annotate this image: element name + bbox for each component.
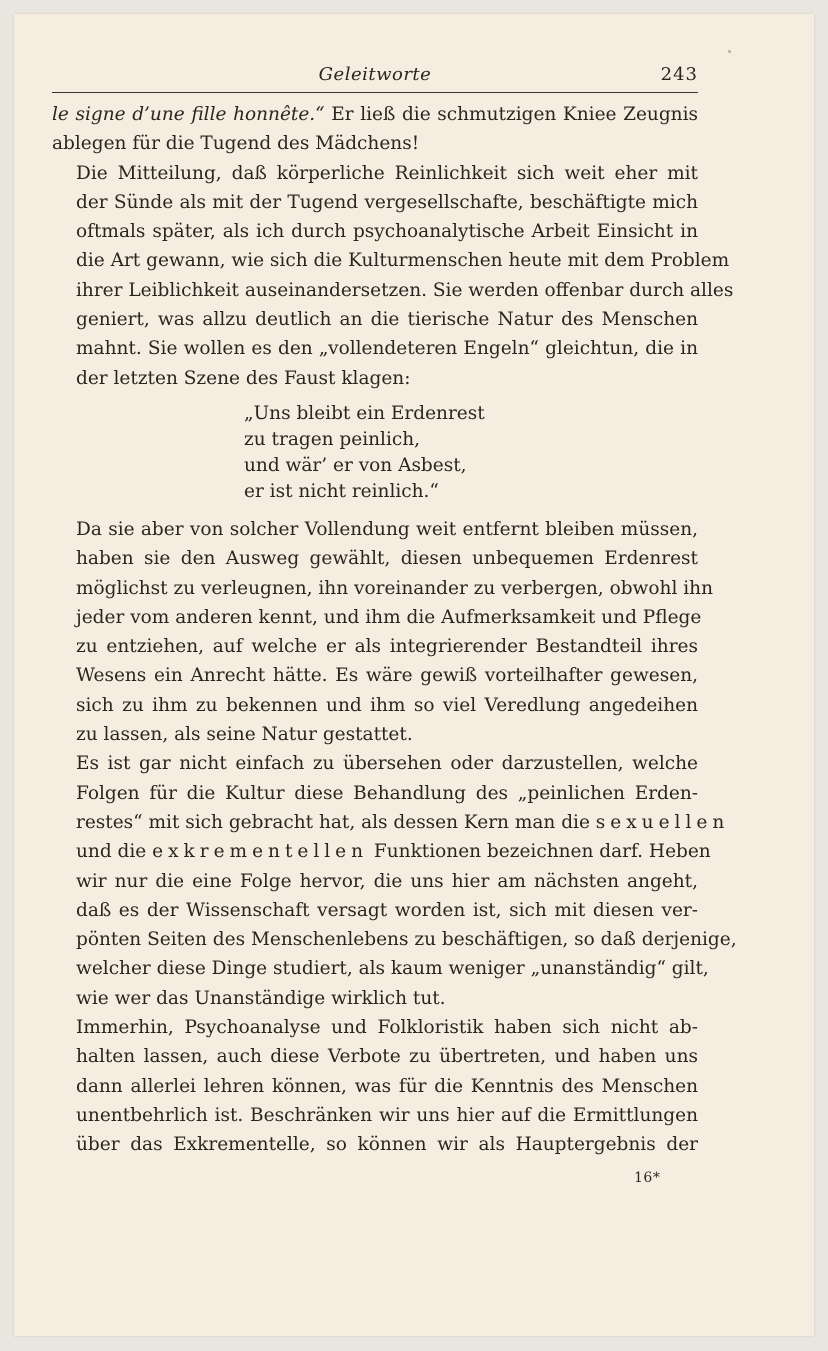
page-number: 243 <box>660 64 698 85</box>
paper-speck <box>728 50 731 53</box>
text-line: Es ist gar nicht einfach zu übersehen oder darzustellen, welche <box>76 753 698 775</box>
text-line: unentbehrlich ist. Beschränken wir uns hier auf die Ermittlungen <box>76 1104 698 1126</box>
text-line: pönten Seiten des Menschenlebens zu beschäftigen, so daß derjenige, <box>76 929 737 951</box>
paragraph <box>52 749 737 1013</box>
text-line: jeder vom anderen kennt, und ihm die Aufmerksamkeit und Pflege <box>76 606 702 628</box>
text-line: zu lassen, als seine Natur gestattet. <box>76 724 413 746</box>
text-line: dann allerlei lehren können, was für die Kenntnis des Menschen <box>76 1075 698 1097</box>
text-line: und die exkrementellen Funktionen bezeichnen darf. Heben <box>76 841 711 863</box>
french-quote: le signe d’une fille honnête.“ <box>52 104 325 125</box>
text-line: welcher diese Dinge studiert, als kaum weniger „unanständig“ gilt, <box>76 958 709 980</box>
text-line: wir nur die eine Folge hervor, die uns hier am nächsten angeht, <box>76 870 698 892</box>
body-text <box>52 100 737 1160</box>
paragraph <box>52 159 734 393</box>
verse-quote <box>244 401 698 505</box>
text-line: die Art gewann, wie sich die Kulturmenschen heute mit dem Problem <box>76 250 730 272</box>
spaced-term: exkrementellen <box>152 841 369 863</box>
book-page <box>14 14 814 1336</box>
printer-signature: 16* <box>634 1170 661 1186</box>
text-line: der letzten Szene des Faust klagen: <box>76 367 411 389</box>
text-line: halten lassen, auch diese Verbote zu übertreten, und haben uns <box>76 1046 698 1068</box>
text-line: daß es der Wissenschaft versagt worden ist, sich mit diesen ver- <box>76 899 698 921</box>
spaced-term: sexuellen <box>595 811 730 833</box>
paragraph <box>52 1013 698 1159</box>
verse-line: er ist nicht reinlich.“ <box>244 480 439 502</box>
verse-line: und wär’ er von Asbest, <box>244 454 467 476</box>
text-line: zu entziehen, auf welche er als integrierender Bestandteil ihres <box>76 636 698 658</box>
text-line: Da sie aber von solcher Vollendung weit entfernt bleiben müssen, <box>76 518 698 540</box>
text-line: ihrer Leiblichkeit auseinandersetzen. Sie werden offenbar durch alles <box>76 279 734 301</box>
text-line: le signe d’une fille honnête.“ Er ließ die schmutzigen Kniee Zeugnis <box>52 104 698 125</box>
text-line: restes“ mit sich gebracht hat, als dessen Kern man die sexuellen <box>76 811 730 833</box>
text-line: oftmals später, als ich durch psychoanalytische Arbeit Einsicht in <box>76 221 698 243</box>
text-line: Folgen für die Kultur diese Behandlung des „peinlichen Erden- <box>76 782 698 804</box>
text-line: Immerhin, Psychoanalyse und Folkloristik haben sich nicht ab- <box>76 1017 698 1039</box>
paragraph <box>52 100 698 159</box>
text-line: Die Mitteilung, daß körperliche Reinlichkeit sich weit eher mit <box>76 162 698 184</box>
header-rule <box>52 92 698 93</box>
text-line: Wesens ein Anrecht hätte. Es wäre gewiß vorteilhafter gewesen, <box>76 665 698 687</box>
text-line: haben sie den Ausweg gewählt, diesen unbequemen Erdenrest <box>76 548 698 570</box>
text-line: mahnt. Sie wollen es den „vollendeteren Engeln“ gleichtun, die in <box>76 338 698 360</box>
text-line: geniert, was allzu deutlich an die tierische Natur des Menschen <box>76 309 698 331</box>
verse-line: „Uns bleibt ein Erdenrest <box>244 402 485 424</box>
paragraph <box>52 515 713 749</box>
text-line: der Sünde als mit der Tugend vergesellschafte, beschäftigte mich <box>76 191 698 213</box>
text-line: über das Exkrementelle, so können wir als Hauptergebnis der <box>76 1134 698 1156</box>
text-line: wie wer das Unanständige wirklich tut. <box>76 987 446 1009</box>
text-line: ablegen für die Tugend des Mädchens! <box>52 133 420 155</box>
text-line: sich zu ihm zu bekennen und ihm so viel Veredlung angedeihen <box>76 694 698 716</box>
text-line: möglichst zu verleugnen, ihn voreinander zu verbergen, obwohl ihn <box>76 577 713 599</box>
running-header <box>52 64 698 90</box>
running-title: Geleitworte <box>318 64 432 85</box>
verse-line: zu tragen peinlich, <box>244 428 421 450</box>
